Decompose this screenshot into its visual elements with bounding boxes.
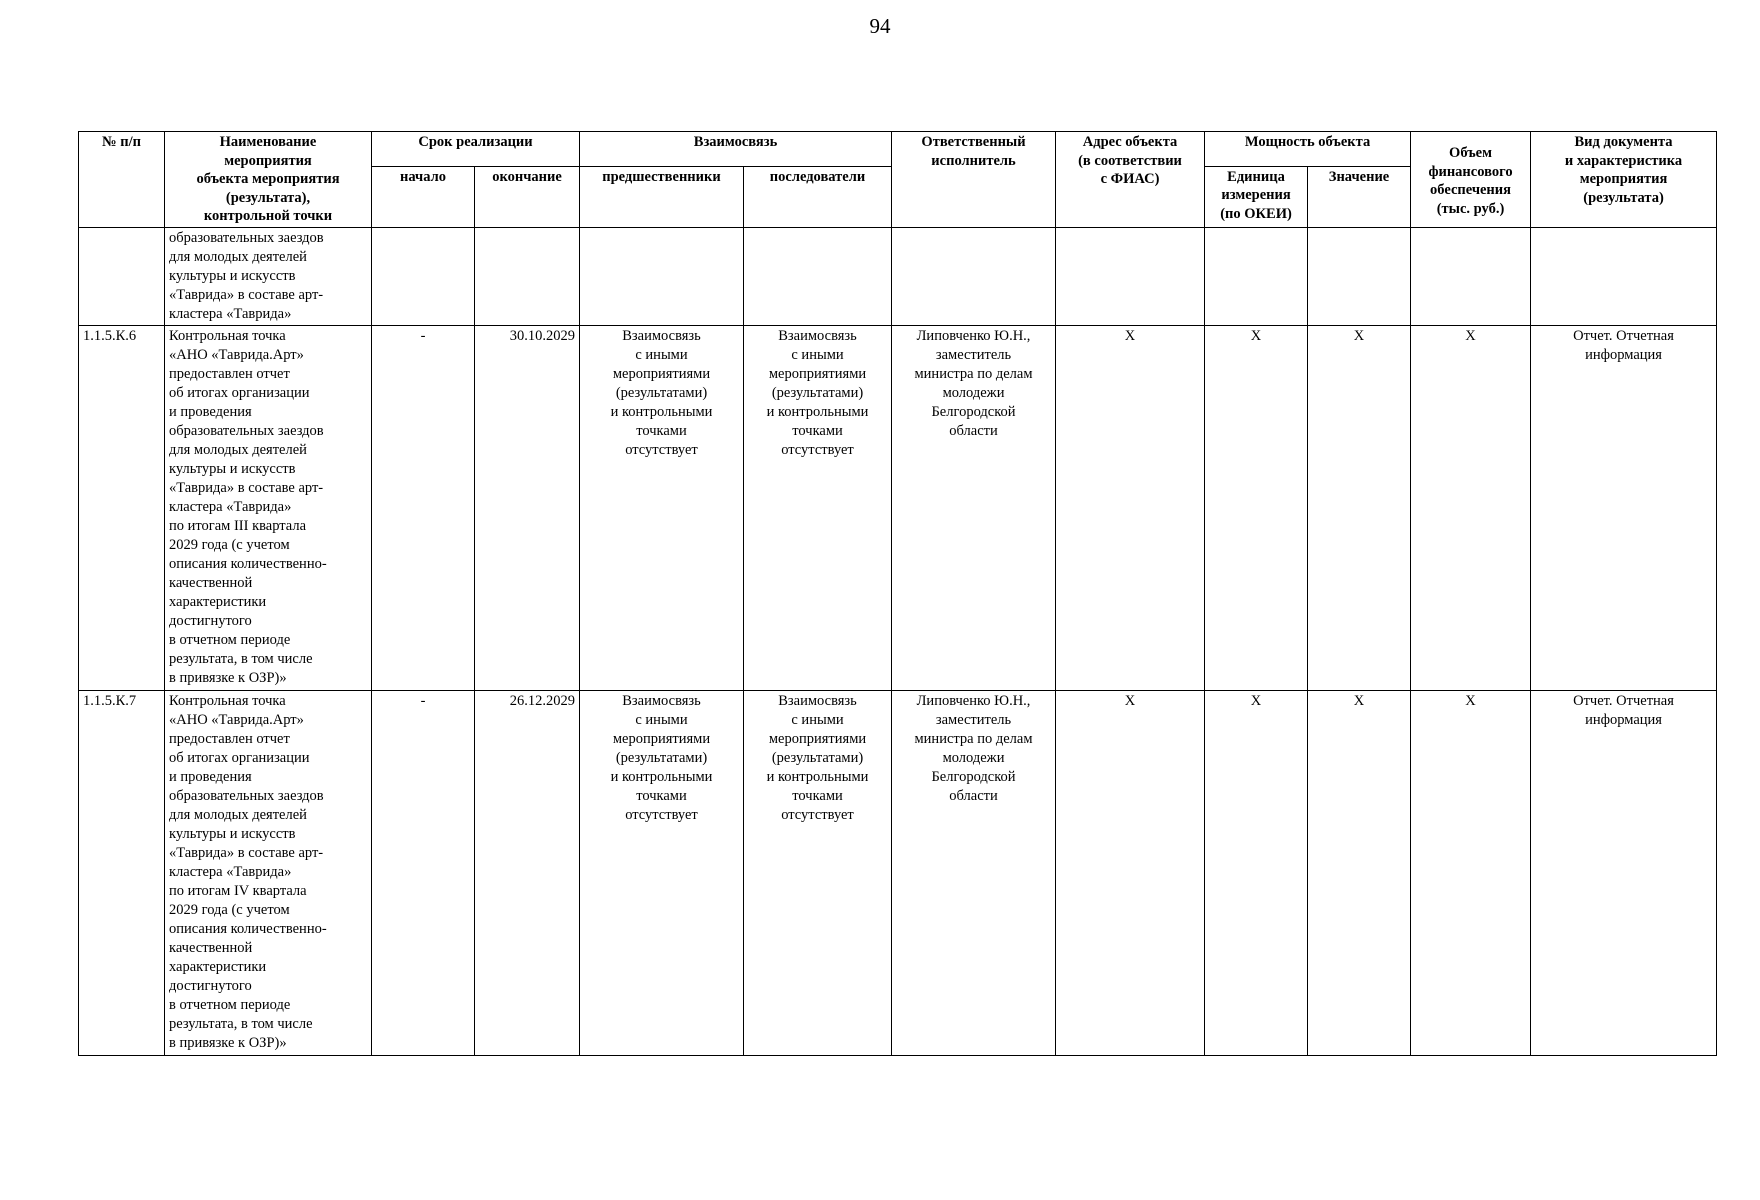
row-address: Х (1056, 325, 1205, 690)
page-number: 94 (869, 14, 891, 38)
row-end (475, 227, 580, 325)
text-line: кластера «Таврида» (169, 305, 292, 322)
row-address (1056, 227, 1205, 325)
text-line: мероприятиями (612, 365, 711, 382)
header-link: Взаимосвязь (580, 132, 892, 167)
text-line: качественной (169, 574, 253, 591)
text-line: и контрольными (766, 403, 869, 420)
row-num: 1.1.5.К.7 (79, 690, 165, 1055)
text-line: по итогам III квартала (169, 517, 307, 534)
row-responsible (892, 325, 1056, 690)
text-line: с иными (635, 711, 688, 728)
text-line: (результатами) (771, 384, 864, 401)
text-line: для молодых деятелей (169, 441, 307, 458)
text-line: в привязке к ОЗР)» (169, 669, 287, 686)
text-line: качественной (169, 939, 253, 956)
row-finance: Х (1411, 690, 1531, 1055)
header-name (165, 132, 372, 228)
text-line: (тыс. руб.) (1436, 200, 1505, 217)
row-prev (580, 227, 744, 325)
text-line: Отчет. Отчетная (1573, 692, 1674, 709)
text-line: описания количественно- (169, 555, 327, 572)
text-line: молодежи (942, 749, 1005, 766)
text-line: (по ОКЕИ) (1220, 205, 1292, 222)
text-line: отсутствует (625, 441, 698, 458)
text-line: предоставлен отчет (169, 730, 290, 747)
text-line: Вид документа (1574, 134, 1673, 150)
row-responsible (892, 690, 1056, 1055)
header-responsible (892, 132, 1056, 228)
header-finance (1411, 132, 1531, 228)
text-line: кластера «Таврида» (169, 498, 292, 515)
row-prev (580, 690, 744, 1055)
text-line: отсутствует (781, 806, 854, 823)
header-capacity: Мощность объекта (1205, 132, 1411, 167)
text-line: «АНО «Таврида.Арт» (169, 711, 304, 728)
text-line: отсутствует (781, 441, 854, 458)
text-line: 2029 года (с учетом (169, 901, 290, 918)
text-line: (результата), (225, 189, 311, 206)
text-line: Взаимосвязь (778, 692, 857, 709)
row-finance (1411, 227, 1531, 325)
text-line: Контрольная точка (169, 692, 286, 709)
row-num (79, 227, 165, 325)
text-line: об итогах организации (169, 749, 310, 766)
text-line: заместитель (935, 711, 1012, 728)
row-start (372, 227, 475, 325)
text-line: Контрольная точка (169, 327, 286, 344)
row-end: 26.12.2029 (475, 690, 580, 1055)
header-address (1056, 132, 1205, 228)
row-num: 1.1.5.К.6 (79, 325, 165, 690)
text-line: культуры и искусств (169, 267, 296, 284)
text-line: и проведения (169, 403, 252, 420)
table-row (79, 227, 1717, 325)
text-line: и контрольными (610, 403, 713, 420)
text-line: 2029 года (с учетом (169, 536, 290, 553)
text-line: кластера «Таврида» (169, 863, 292, 880)
text-line: образовательных заездов (169, 229, 324, 246)
row-value: Х (1308, 325, 1411, 690)
text-line: обеспечения (1430, 182, 1511, 198)
text-line: «Таврида» в составе арт- (169, 479, 324, 496)
text-line: с ФИАС) (1100, 171, 1160, 187)
text-line: «Таврида» в составе арт- (169, 844, 324, 861)
text-line: Ответственный (921, 134, 1026, 150)
text-line: мероприятиями (612, 730, 711, 747)
text-line: измерения (1221, 187, 1291, 203)
table-row (79, 325, 1717, 690)
text-line: достигнутого (169, 612, 252, 629)
text-line: культуры и искусств (169, 825, 296, 842)
text-line: в отчетном периоде (169, 996, 291, 1013)
text-line: мероприятиями (768, 730, 867, 747)
text-line: для молодых деятелей (169, 248, 307, 265)
text-line: и характеристика (1564, 152, 1683, 169)
row-value: Х (1308, 690, 1411, 1055)
text-line: области (949, 422, 998, 439)
row-address: Х (1056, 690, 1205, 1055)
row-next (744, 690, 892, 1055)
text-line: Отчет. Отчетная (1573, 327, 1674, 344)
row-doc (1531, 690, 1717, 1055)
header-term-start: начало (372, 166, 475, 227)
text-line: информация (1585, 346, 1662, 363)
text-line: с иными (791, 711, 844, 728)
text-line: Взаимосвязь (622, 327, 701, 344)
text-line: области (949, 787, 998, 804)
text-line: Адрес объекта (1082, 134, 1178, 150)
text-line: информация (1585, 711, 1662, 728)
text-line: заместитель (935, 346, 1012, 363)
text-line: Липовченко Ю.Н., (916, 692, 1031, 709)
row-name (165, 227, 372, 325)
text-line: точками (792, 787, 843, 804)
text-line: характеристики (169, 958, 267, 975)
text-line: по итогам IV квартала (169, 882, 307, 899)
text-line: результата, в том числе (169, 650, 313, 667)
header-value: Значение (1308, 166, 1411, 227)
header-term: Срок реализации (372, 132, 580, 167)
text-line: Единица (1227, 168, 1285, 185)
row-unit (1205, 227, 1308, 325)
text-line: с иными (635, 346, 688, 363)
text-line: (результатами) (771, 749, 864, 766)
row-end: 30.10.2029 (475, 325, 580, 690)
text-line: министра по делам (914, 365, 1033, 382)
text-line: «Таврида» в составе арт- (169, 286, 324, 303)
text-line: точками (636, 787, 687, 804)
text-line: точками (792, 422, 843, 439)
text-line: мероприятия (224, 152, 312, 169)
text-line: (результата) (1583, 189, 1664, 206)
header-link-next: последователи (744, 166, 892, 227)
text-line: об итогах организации (169, 384, 310, 401)
event-plan-table (78, 131, 1717, 1056)
text-line: образовательных заездов (169, 787, 324, 804)
text-line: Липовченко Ю.Н., (916, 327, 1031, 344)
row-next (744, 325, 892, 690)
text-line: министра по делам (914, 730, 1033, 747)
table-row (79, 690, 1717, 1055)
row-next (744, 227, 892, 325)
text-line: (результатами) (615, 384, 708, 401)
text-line: для молодых деятелей (169, 806, 307, 823)
row-name (165, 325, 372, 690)
text-line: в отчетном периоде (169, 631, 291, 648)
text-line: мероприятиями (768, 365, 867, 382)
row-unit: Х (1205, 325, 1308, 690)
text-line: объекта мероприятия (196, 171, 340, 187)
row-start: - (372, 325, 475, 690)
text-line: Белгородской (931, 768, 1016, 785)
text-line: «АНО «Таврида.Арт» (169, 346, 304, 363)
row-value (1308, 227, 1411, 325)
text-line: образовательных заездов (169, 422, 324, 439)
header-num: № п/п (79, 132, 165, 228)
text-line: мероприятия (1579, 171, 1668, 187)
text-line: культуры и искусств (169, 460, 296, 477)
row-responsible (892, 227, 1056, 325)
text-line: Белгородской (931, 403, 1016, 420)
text-line: Взаимосвязь (622, 692, 701, 709)
text-line: и контрольными (610, 768, 713, 785)
row-unit: Х (1205, 690, 1308, 1055)
text-line: предоставлен отчет (169, 365, 290, 382)
text-line: контрольной точки (203, 208, 333, 224)
text-line: Взаимосвязь (778, 327, 857, 344)
row-doc (1531, 227, 1717, 325)
text-line: (в соответствии (1078, 152, 1182, 169)
text-line: и проведения (169, 768, 252, 785)
text-line: исполнитель (931, 152, 1016, 169)
text-line: и контрольными (766, 768, 869, 785)
text-line: отсутствует (625, 806, 698, 823)
text-line: Объем (1449, 145, 1492, 161)
text-line: достигнутого (169, 977, 252, 994)
text-line: Наименование (219, 134, 317, 150)
text-line: (результатами) (615, 749, 708, 766)
text-line: точками (636, 422, 687, 439)
text-line: характеристики (169, 593, 267, 610)
row-prev (580, 325, 744, 690)
header-doc (1531, 132, 1717, 228)
header-link-prev: предшественники (580, 166, 744, 227)
row-name (165, 690, 372, 1055)
text-line: в привязке к ОЗР)» (169, 1034, 287, 1051)
text-line: финансового (1428, 163, 1513, 180)
row-finance: Х (1411, 325, 1531, 690)
text-line: с иными (791, 346, 844, 363)
text-line: описания количественно- (169, 920, 327, 937)
header-term-end: окончание (475, 166, 580, 227)
row-doc (1531, 325, 1717, 690)
header-unit (1205, 166, 1308, 227)
text-line: результата, в том числе (169, 1015, 313, 1032)
text-line: молодежи (942, 384, 1005, 401)
row-start: - (372, 690, 475, 1055)
